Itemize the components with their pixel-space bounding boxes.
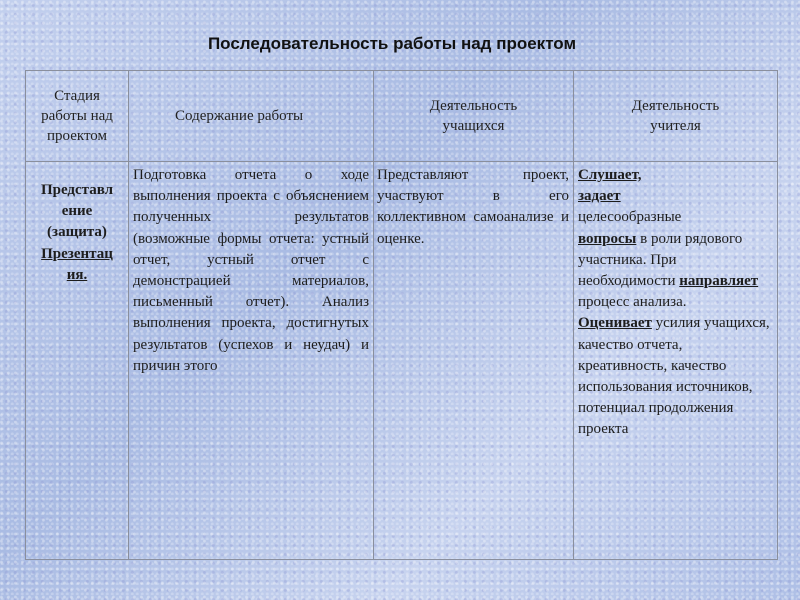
teacher-asks: задает [578, 188, 621, 205]
teacher-evaluates: Оценивает [578, 315, 652, 332]
header-pupils [374, 71, 574, 162]
teacher-text: процесс анализа. [578, 294, 687, 311]
stage-line: (защита) [47, 224, 107, 241]
project-stages-table [25, 70, 778, 560]
teacher-directs: направляет [679, 273, 759, 290]
teacher-cell [574, 162, 778, 560]
teacher-text: в роли рядового участника. При необходимости [578, 230, 743, 290]
teacher-questions: вопросы [578, 230, 637, 247]
header-teacher-line: Деятельность [631, 98, 720, 114]
header-teacher-line: учителя [650, 118, 701, 134]
stage-line: Представл [40, 182, 114, 198]
header-stage-line: проектом [46, 128, 108, 144]
content-cell: Подготовка отчета о ходе выполнения проекта с объяснением полученных результатов (возможные формы отчета: устный отчет, устный отчет с демонстрацией материалов, письменный отчет). Анализ выполнения проекта, достигнутых результатов (успехов и неудач) и причин этого [129, 162, 374, 560]
stage-cell [26, 162, 129, 560]
header-pupils-line: учащихся [442, 118, 505, 134]
table-row [26, 162, 778, 560]
header-stage [26, 71, 129, 162]
header-teacher [574, 71, 778, 162]
stage-line: ение [61, 203, 93, 220]
pupils-cell: Представляют проект, участвуют в его коллективном самоанализе и оценке. [374, 162, 574, 560]
header-pupils-line: Деятельность [429, 98, 518, 114]
header-stage-line: работы над [41, 108, 113, 124]
stage-line: ия. [66, 266, 88, 283]
header-content-label: Содержание работы [175, 108, 304, 124]
table-header-row [26, 71, 778, 162]
teacher-text: усилия учащихся, качество отчета, креативность, качество использования источников, потенциал продолжения проекта [578, 315, 770, 438]
header-content [129, 71, 374, 162]
page-title: Последовательность работы над проектом [207, 34, 577, 53]
header-stage-line: Стадия [54, 88, 100, 104]
teacher-listens: Слушает, [578, 167, 642, 183]
stage-line: Презентац [41, 245, 113, 262]
teacher-text: целесообразные [578, 209, 682, 226]
